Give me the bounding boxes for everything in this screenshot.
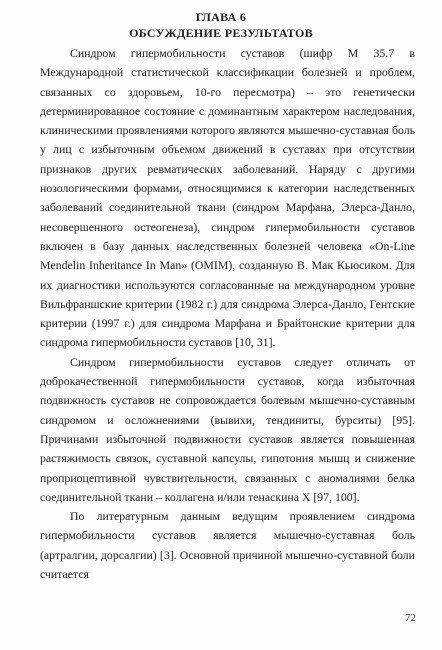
paragraph: По литературным данным ведущим проявлением синдрома гипермобильности суставов является мышечно-суставная боль (артралгии, дорсалгии) [3]. Основной причиной мышечно-суставной боли считается [40, 509, 415, 582]
page-number: 72 [405, 612, 416, 624]
paragraph: Синдром гипермобильности суставов следует отличать от доброкачественной гипермобильности суставов, когда избыточная подвижность суставов не сопровождается болевым мышечно-суставным синдромом и осложнениями (вывихи, тендиниты, бурситы) [95]. Причинами избыточной подвижности суставов является повышенная растяжимость связок, суставной капсулы, гипотония мышц и снижение проприоцептивной чувствительности, связанных с аномалиями белка соединительной ткани – коллагена и/или тенаскина Х [97, 100]. [40, 354, 415, 504]
section-title: ОБСУЖДЕНИЕ РЕЗУЛЬТАТОВ [129, 26, 313, 40]
body-text [40, 44, 415, 584]
chapter-title: ГЛАВА 6 [195, 10, 247, 24]
paragraph: Синдром гипермобильности суставов (шифр М 35.7 в Международной статистической классификации болезней и проблем, связанных со здоровьем, 10-го пересмотра) – это генетически детерминированное состояние с доминантным характером наследования, клиническими проявлениями которого являются мышечно-суставная боль у лиц с избыточным объемом движений в суставах при отсутствии признаков других ревматических заболеваний. Наряду с другими нозологическими формами, относящимися к категории наследственных заболеваний соединительной ткани (синдром Марфана, Элерса-Данло, несовершенного остеогенеза), синдром гипермобильности суставов включен в базу данных наследственных болезней человека «On-Line Mendelin Inheritance In Man» (OMIM), созданную В. Мак Кьюсиком. Для их диагностики используются согласованные на международном уровне Вильфраншские критерии (1982 г.) для синдрома Элерса-Данло, Гентские критерии (1997 г.) для синдрома Марфана и Брайтонские критерии для синдрома гипермобильности суставов [10, 31]. [40, 46, 415, 350]
